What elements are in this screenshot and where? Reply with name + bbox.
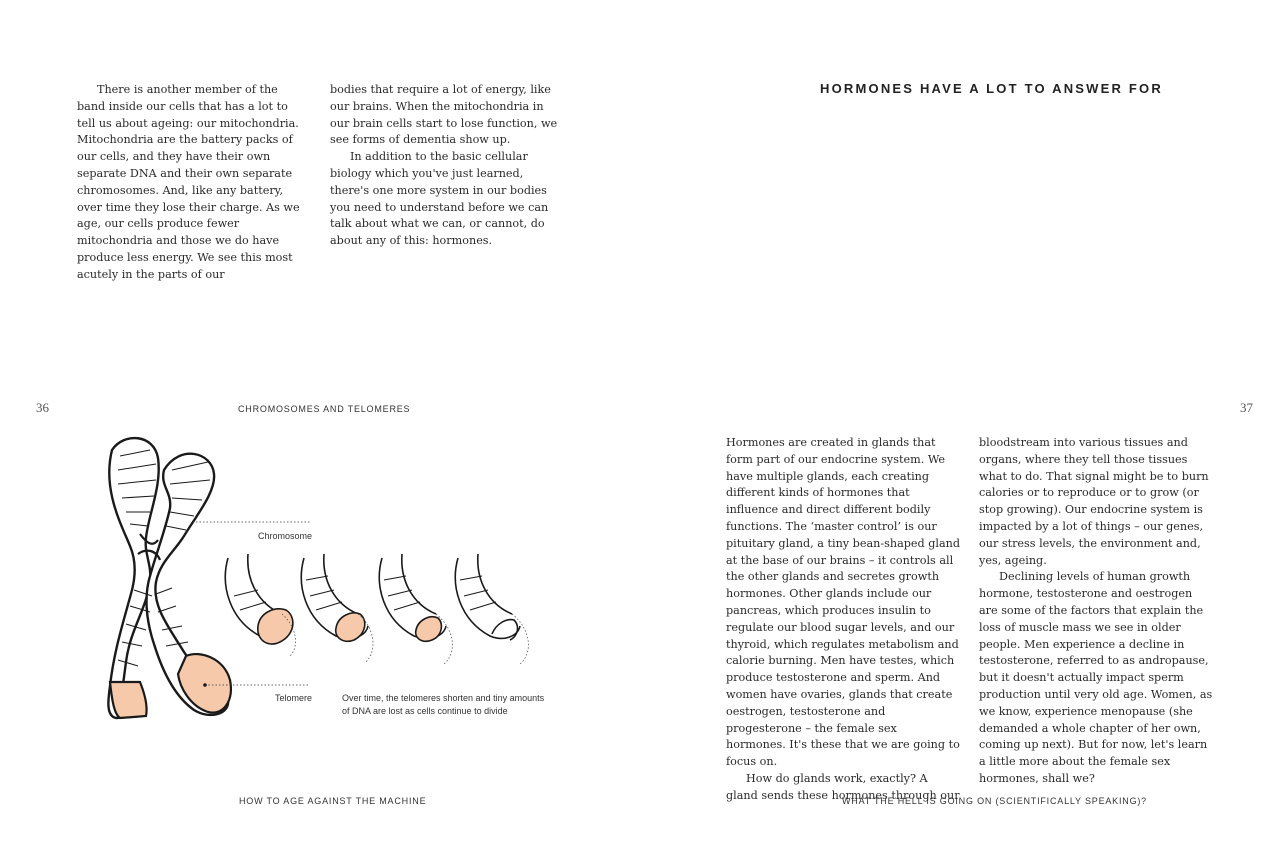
- right-col2-paragraph-2: Declining levels of human growth hormone, testosterone and oestrogen are some of the factors that explain the loss of muscle mass we see in older people. Men experience a decline in testosterone, referred to as andropause, but it doesn't actually impact sperm production until very old age. Women, as we know, experience menopause (she demanded a whole chapter of her own, coming up next). But for now, let's learn a little more about the female sex hormones, shall we?: [979, 570, 1213, 785]
- right-column-1: [726, 435, 960, 805]
- left-col2-paragraph-1: bodies that require a lot of energy, like our brains. When the mitochondria in our brain cells start to lose function, we see forms of dementia show up.: [330, 83, 558, 147]
- chromosome-illustration: [100, 430, 550, 730]
- running-head-left: CHROMOSOMES AND TELOMERES: [238, 404, 411, 414]
- footer-left: HOW TO AGE AGAINST THE MACHINE: [239, 796, 427, 806]
- left-column-1: [77, 82, 309, 284]
- footer-right: WHAT THE HELL IS GOING ON (SCIENTIFICALLY SPEAKING)?: [842, 796, 1147, 806]
- right-col1-paragraph-2: How do glands work, exactly? A gland sends these hormones through our: [726, 771, 960, 802]
- right-col2-paragraph-1: bloodstream into various tissues and organs, where they tell those tissues what to do. That signal might be to burn calories or to reproduce or to grow (or stop growing). Our endocrine system is impacted by a lot of things – our genes, our stress levels, the environment and, yes, ageing.: [979, 436, 1209, 567]
- right-page: [644, 0, 1288, 860]
- page-number-left: 36: [36, 400, 49, 415]
- left-col2-paragraph-2: In addition to the basic cellular biology which you've just learned, there's one more system in our bodies you need to understand before we can talk about what we can, or cannot, do about any of this: hormones.: [330, 150, 549, 248]
- left-column-2: [330, 82, 564, 250]
- section-heading: HORMONES HAVE A LOT TO ANSWER FOR: [820, 81, 1163, 96]
- telomere-segment-4: [455, 554, 528, 664]
- left-col1-paragraph: There is another member of the band inside our cells that has a lot to tell us about ageing: our mitochondria. Mitochondria are the battery packs of our cells, and they have their own separate DNA and their own separate chromosomes. And, like any battery, over time they lose their charge. As we age, our cells produce fewer mitochondria and those we do have produce less energy. We see this most acutely in the parts of our: [77, 83, 300, 281]
- right-column-2: [979, 435, 1213, 788]
- figure-caption: Over time, the telomeres shorten and tiny amounts of DNA are lost as cells continue to divide: [342, 693, 545, 716]
- telomere-marker-dot: [203, 683, 207, 687]
- telomere-segment-2: [301, 554, 373, 662]
- telomere-segment-1: [225, 554, 295, 656]
- chromosome-label: Chromosome: [258, 531, 313, 541]
- page-number-right: 37: [1240, 400, 1253, 415]
- telomere-segment-3: [379, 554, 452, 664]
- telomere-label: Telomere: [275, 693, 313, 703]
- right-col1-paragraph-1: Hormones are created in glands that form part of our endocrine system. We have multiple glands, each creating different kinds of hormones that influence and direct different bodily functions. The ‘master control’ is our pituitary gland, a tiny bean-shaped gland at the base of our brains – it controls all the other glands and secretes growth hormones. Other glands include our pancreas, which produces insulin to regulate our blood sugar levels, and our thyroid, which regulates metabolism and calorie burning. Men have testes, which produce testosterone and sperm. And women have ovaries, glands that create oestrogen, testosterone and progesterone – the female sex hormones. It's these that we are going to focus on.: [726, 436, 961, 769]
- chromosome-right-arm: [147, 454, 231, 715]
